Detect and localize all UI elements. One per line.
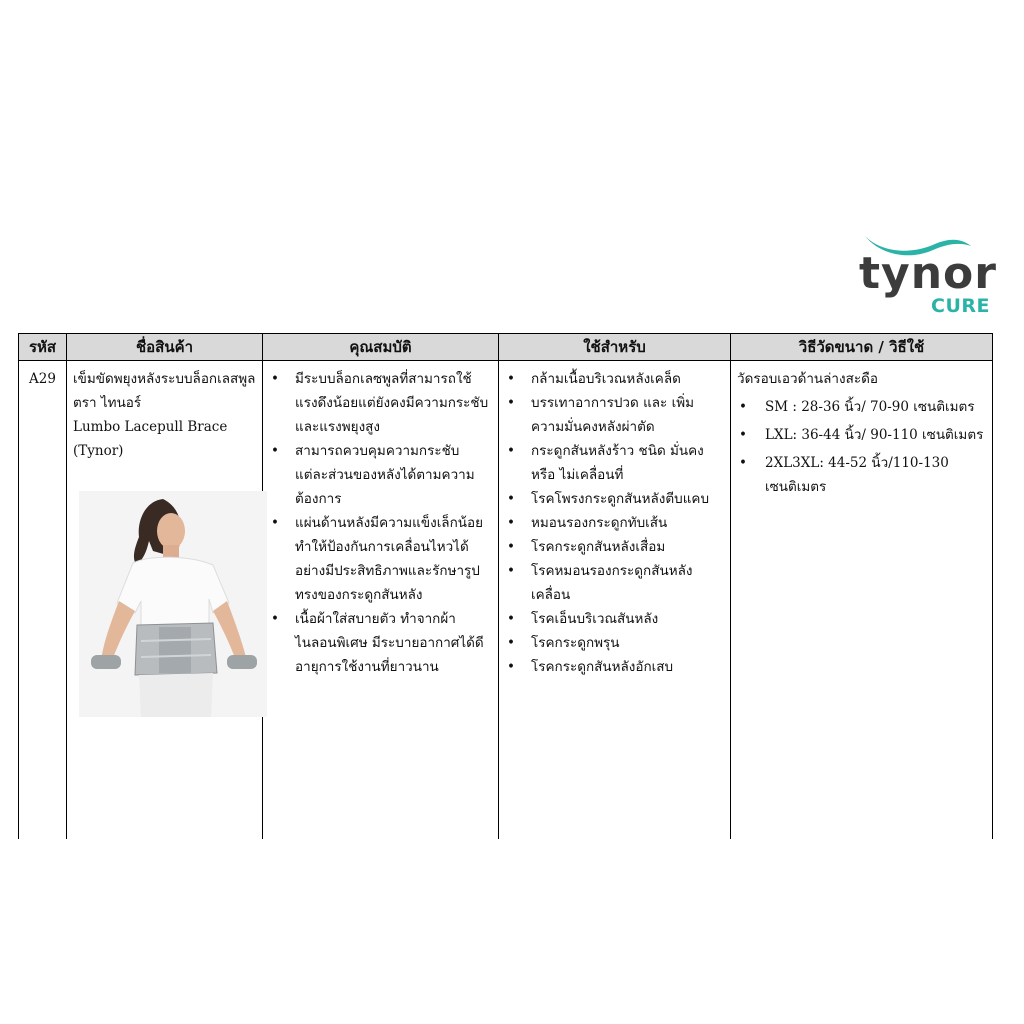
header-code: รหัส	[19, 334, 67, 361]
features-list	[269, 367, 492, 679]
list-item: • หมอนรองกระดูกทับเส้น	[505, 511, 724, 535]
list-item: • เนื้อผ้าใส่สบายตัว ทำจากผ้าไนลอนพิเศษ มีระบายอากาศได้ดี อายุการใช้งานที่ยาวนาน	[269, 607, 492, 679]
list-item: • กล้ามเนื้อบริเวณหลังเคล็ด	[505, 367, 724, 391]
logo-wordmark: tynor	[859, 248, 997, 299]
list-item: • บรรเทาอาการปวด และ เพิ่มความมั่นคงหลังผ่าตัด	[505, 391, 724, 439]
sizing-cell	[731, 361, 993, 840]
logo-sub: CURE	[931, 295, 990, 317]
size-list	[737, 395, 986, 499]
uses-list	[505, 367, 724, 679]
list-item: • มีระบบล็อกเลซพูลที่สามารถใช้แรงดึงน้อยแต่ยังคงมีความกระชับและแรงพยุงสูง	[269, 367, 492, 439]
list-item: • โรคกระดูกสันหลังอักเสบ	[505, 655, 724, 679]
list-item: • โรคหมอนรองกระดูกสันหลังเคลื่อน	[505, 559, 724, 607]
list-item: • แผ่นด้านหลังมีความแข็งเล็กน้อยทำให้ป้องกันการเคลื่อนไหวได้อย่างมีประสิทธิภาพและรักษารูปทรงของกระดูกสันหลัง	[269, 511, 492, 607]
tynor-logo	[855, 232, 997, 322]
list-item: • สามารถควบคุมความกระชับแต่ละส่วนของหลังได้ตามความต้องการ	[269, 439, 492, 511]
product-code: A29	[19, 361, 67, 840]
list-item: • โรคเอ็นบริเวณสันหลัง	[505, 607, 724, 631]
product-photo	[79, 491, 267, 717]
list-item: • กระดูกสันหลังร้าว ชนิด มั่นคง หรือ ไม่เคลื่อนที่	[505, 439, 724, 487]
header-sizing: วิธีวัดขนาด / วิธีใช้	[731, 334, 993, 361]
header-name: ชื่อสินค้า	[67, 334, 263, 361]
list-item: • SM : 28-36 นิ้ว/ 70-90 เซนติเมตร	[737, 395, 986, 419]
product-name-english: Lumbo Lacepull Brace (Tynor)	[73, 419, 228, 459]
features-cell	[263, 361, 499, 840]
list-item: • LXL: 36-44 นิ้ว/ 90-110 เซนติเมตร	[737, 423, 986, 447]
product-name-thai: เข็มขัดพยุงหลังระบบล็อกเลสพูล ตรา ไทนอร์	[73, 371, 256, 411]
product-spec-table	[18, 333, 993, 839]
table-header-row	[19, 334, 993, 361]
header-features: คุณสมบัติ	[263, 334, 499, 361]
uses-cell	[499, 361, 731, 840]
list-item: • โรคโพรงกระดูกสันหลังตีบแคบ	[505, 487, 724, 511]
sizing-intro: วัดรอบเอวด้านล่างสะดือ	[737, 371, 878, 387]
list-item: • 2XL3XL: 44-52 นิ้ว/110-130 เซนติเมตร	[737, 451, 986, 499]
list-item: • โรคกระดูกสันหลังเสื่อม	[505, 535, 724, 559]
table-row	[19, 361, 993, 840]
list-item: • โรคกระดูกพรุน	[505, 631, 724, 655]
product-name-cell	[67, 361, 263, 840]
header-uses: ใช้สำหรับ	[499, 334, 731, 361]
